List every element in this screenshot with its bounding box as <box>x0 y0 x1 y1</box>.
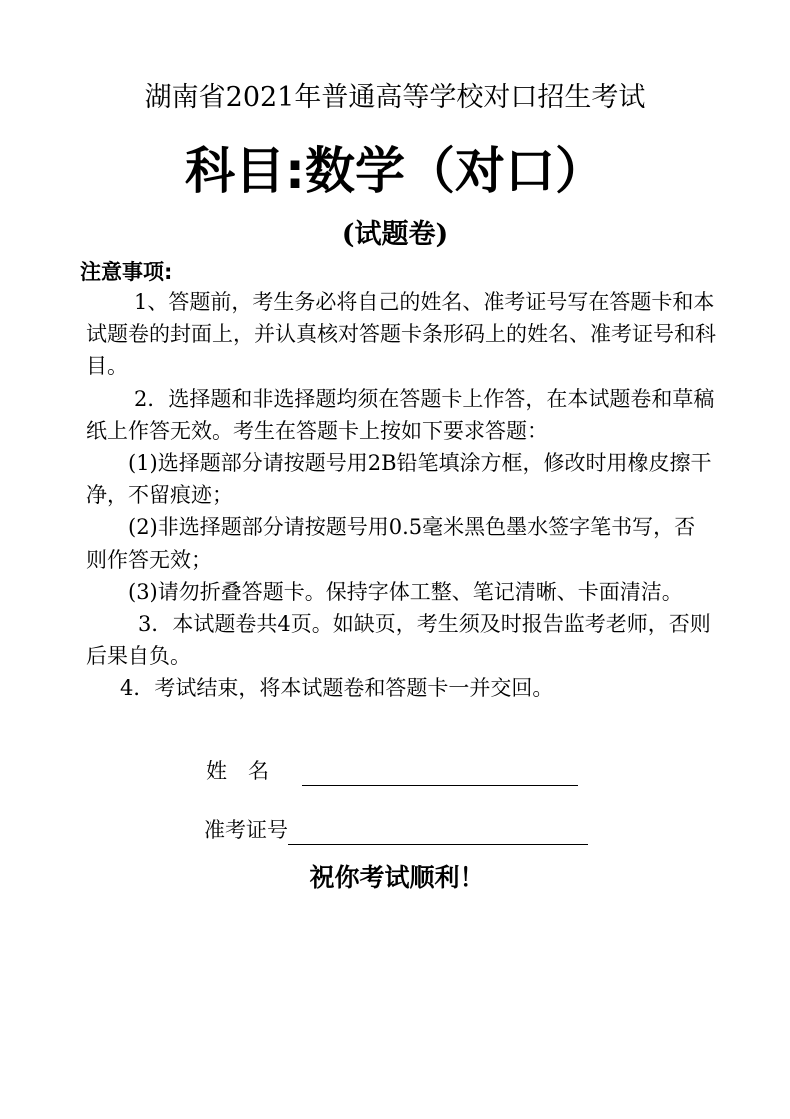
name-label: 姓 名 <box>206 759 269 783</box>
notice-list <box>86 286 716 705</box>
notice-item: 1、答题前，考生务必将自己的姓名、准考证号写在答题卡和本试题卷的封面上，并认真核对答题卡条形码上的姓名、准考证号和科目。 <box>86 290 716 379</box>
paper-type-label: (试题卷) <box>341 219 449 250</box>
subject-title: 科目:数学（对口） <box>185 142 605 200</box>
notice-heading: 注意事项: <box>80 260 173 284</box>
notice-subitem: (3)请勿折叠答题卡。保持字体工整、笔记清晰、卡面清洁。 <box>128 579 683 604</box>
exam-id-field-row <box>204 815 588 845</box>
name-blank-line <box>302 761 578 786</box>
exam-id-label: 准考证号 <box>204 818 288 842</box>
exam-id-blank-line <box>288 820 588 845</box>
notice-item: 4．考试结束，将本试题卷和答题卡一并交回。 <box>120 676 554 701</box>
exam-title: 湖南省2021年普通高等学校对口招生考试 <box>144 82 646 113</box>
notice-item: 2．选择题和非选择题均须在答题卡上作答，在本试题卷和草稿纸上作答无效。考生在答题卡上按如下要求答题： <box>86 386 715 443</box>
blessing-text: 祝你考试顺利！ <box>309 863 485 892</box>
name-field-row <box>206 756 578 786</box>
notice-item: 3．本试题卷共4页。如缺页，考生须及时报告监考老师，否则后果自负。 <box>86 612 711 669</box>
notice-subitem: (1)选择题部分请按题号用2B铅笔填涂方框，修改时用橡皮擦干净，不留痕迹； <box>86 451 712 508</box>
notice-subitem: (2)非选择题部分请按题号用0.5毫米黑色墨水签字笔书写，否则作答无效； <box>86 515 696 572</box>
